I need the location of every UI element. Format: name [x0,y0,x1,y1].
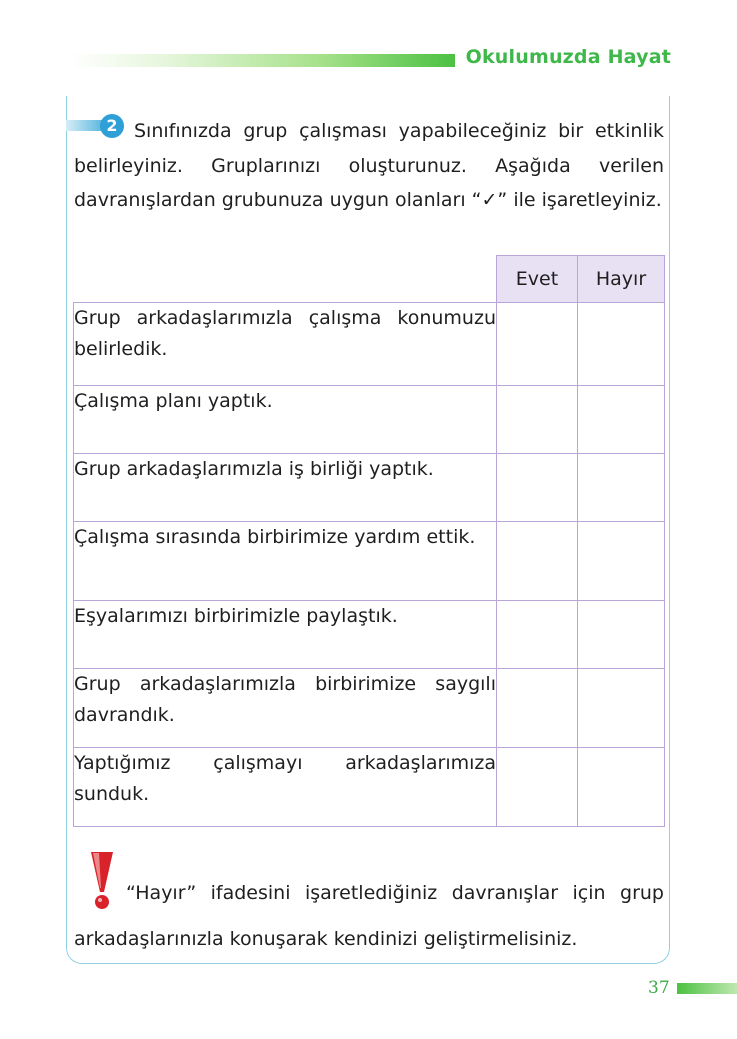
table-row [74,748,665,827]
table-row [74,522,665,601]
table-row [74,454,665,522]
statement-cell: Grup arkadaşlarımızla iş birliği yaptık. [74,454,497,522]
evet-checkbox-cell[interactable] [497,386,578,454]
table-row [74,669,665,748]
note-text: “Hayır” ifadesini işaretlediğiniz davranışlar için grup arkadaşlarınızla konuşarak kendinizi geliştirmelisiniz. [74,882,664,950]
page-number: 37 [648,978,670,998]
hayir-checkbox-cell[interactable] [578,601,665,669]
exclamation-icon [84,848,120,912]
page-header-title: Okulumuzda Hayat [465,46,671,68]
statement-cell: Çalışma planı yaptık. [74,386,497,454]
evet-checkbox-cell[interactable] [497,303,578,386]
hayir-checkbox-cell[interactable] [578,303,665,386]
evet-checkbox-cell[interactable] [497,669,578,748]
evet-checkbox-cell[interactable] [497,748,578,827]
statement-cell: Yaptığımız çalışmayı arkadaşlarımıza sunduk. [74,748,497,827]
question-number-badge: 2 [100,114,124,138]
statement-cell: Grup arkadaşlarımızla çalışma konumuzu belirledik. [74,303,497,386]
table-row [74,303,665,386]
hayir-checkbox-cell[interactable] [578,522,665,601]
table-row [74,386,665,454]
table-corner [74,256,497,303]
behavior-checklist-table [73,255,665,827]
hayir-checkbox-cell[interactable] [578,748,665,827]
column-header-evet: Evet [497,256,578,303]
hayir-checkbox-cell[interactable] [578,669,665,748]
question-instructions: Sınıfınızda grup çalışması yapabileceğiniz bir etkinlik belirleyiniz. Gruplarınızı oluşturunuz. Aşağıda verilen davranışlardan grubunuza uygun olanları “✓” ile işaretleyiniz. [74,120,664,211]
hayir-checkbox-cell[interactable] [578,386,665,454]
evet-checkbox-cell[interactable] [497,454,578,522]
column-header-hayir: Hayır [578,256,665,303]
statement-cell: Grup arkadaşlarımızla birbirimize saygılı davrandık. [74,669,497,748]
statement-cell: Çalışma sırasında birbirimize yardım ettik. [74,522,497,601]
table-header-row [74,256,665,303]
table-row [74,601,665,669]
evet-checkbox-cell[interactable] [497,522,578,601]
header-decor-bar [70,54,455,67]
evet-checkbox-cell[interactable] [497,601,578,669]
footer-decor-bar [677,983,737,994]
hayir-checkbox-cell[interactable] [578,454,665,522]
statement-cell: Eşyalarımızı birbirimizle paylaştık. [74,601,497,669]
